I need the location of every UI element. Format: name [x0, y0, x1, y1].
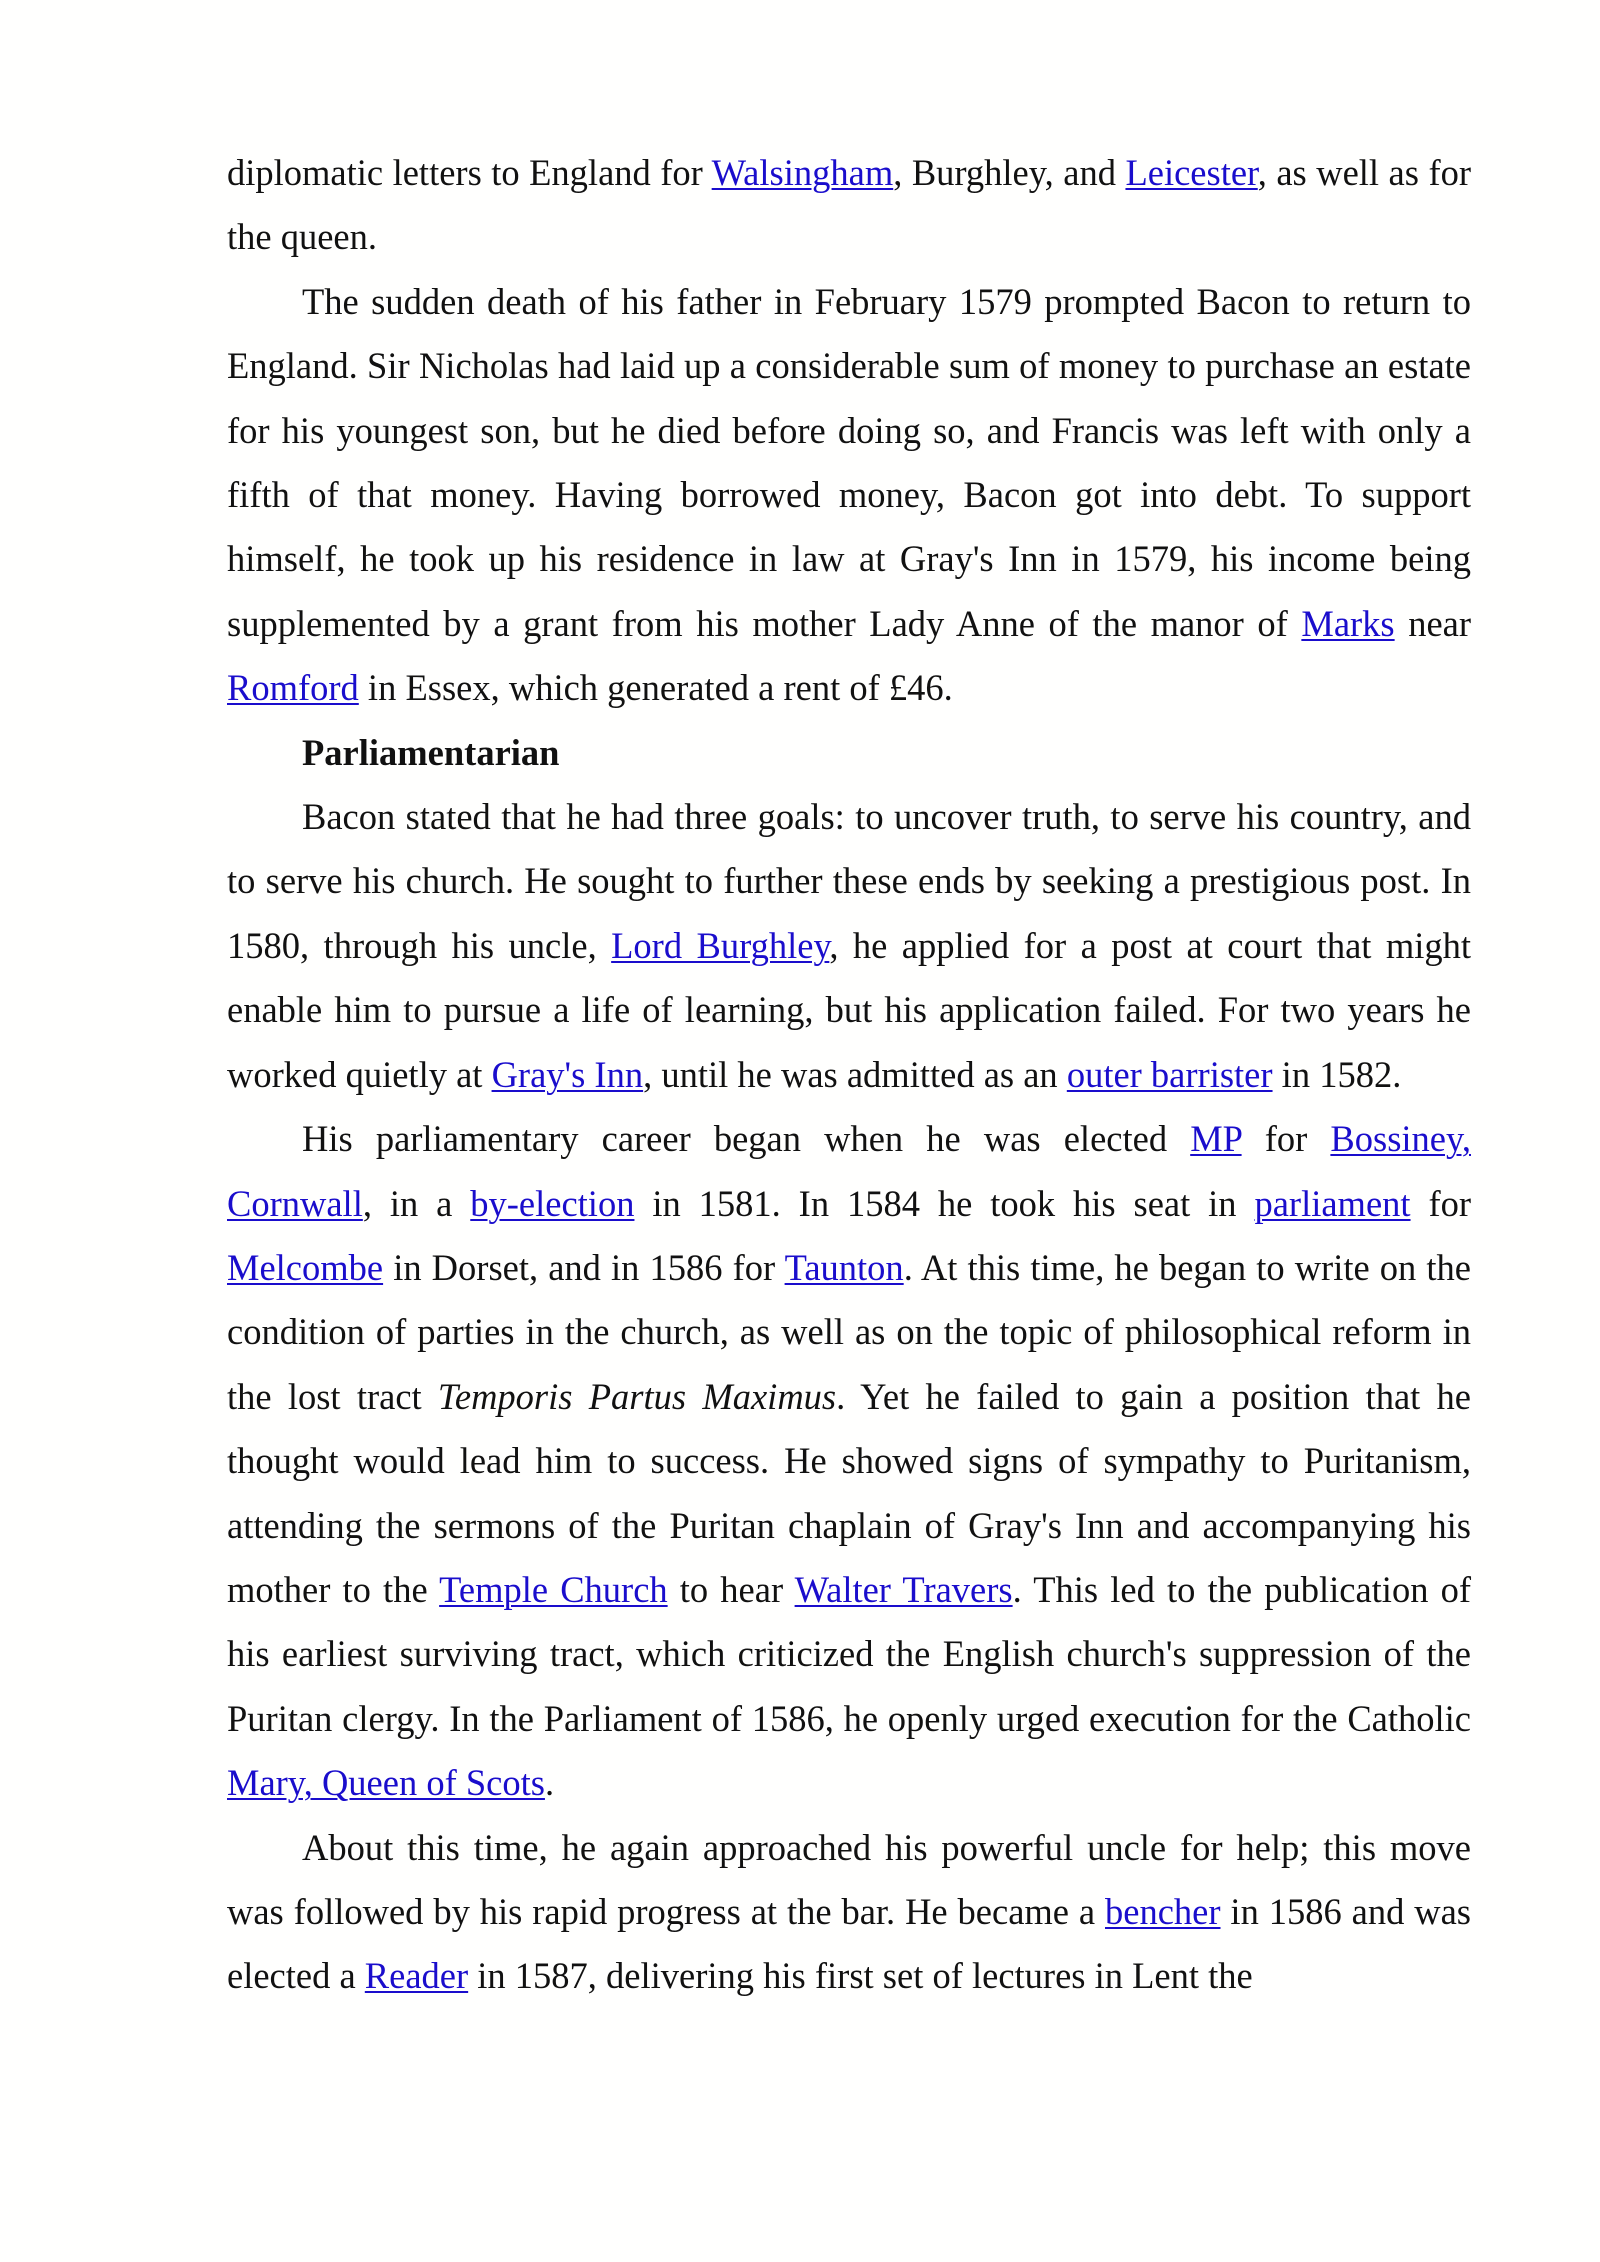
link-bossiney-cornwall[interactable]: Bossiney, Cornwall — [227, 1118, 1471, 1224]
document-body — [227, 141, 1471, 2009]
link-taunton[interactable]: Taunton — [784, 1246, 904, 1288]
link-walter-travers[interactable]: Walter Travers — [794, 1568, 1013, 1610]
link-bencher[interactable]: bencher — [1105, 1890, 1221, 1932]
paragraph-rapid-progress: About this time, he again approached his powerful uncle for help; this move was followed by his rapid progress at the bar. He became a bencher in 1586 and was elected a Reader in 1587, delivering his first set of lectures in Lent the — [227, 1826, 1471, 1997]
section-heading: Parliamentarian — [302, 731, 560, 773]
paragraph-fathers-death: The sudden death of his father in February 1579 prompted Bacon to return to England. Sir Nicholas had laid up a considerable sum of money to purchase an estate for his youngest son, but he died before doing so, and Francis was left with only a fifth of that money. Having borrowed money, Bacon got into debt. To support himself, he took up his residence in law at Gray's Inn in 1579, his income being supplemented by a grant from his mother Lady Anne of the manor of Marks near Romford in Essex, which generated a rent of £46. — [227, 280, 1471, 709]
link-romford[interactable]: Romford — [227, 667, 359, 709]
paragraph-parliamentary-career: His parliamentary career began when he was elected MP for Bossiney, Cornwall, in a by-election in 1581. In 1584 he took his seat in parliament for Melcombe in Dorset, and in 1586 for Taunton. At this time, he began to write on the condition of parties in the church, as well as on the topic of philosophical reform in the lost tract Temporis Partus Maximus. Yet he failed to gain a position that he thought would lead him to success. He showed signs of sympathy to Puritanism, attending the sermons of the Puritan chaplain of Gray's Inn and accompanying his mother to the Temple Church to hear Walter Travers. This led to the publication of his earliest surviving tract, which criticized the English church's suppression of the Puritan clergy. In the Parliament of 1586, he openly urged execution for the Catholic Mary, Queen of Scots. — [227, 1118, 1472, 1804]
link-marks[interactable]: Marks — [1301, 602, 1395, 644]
link-outer-barrister[interactable]: outer barrister — [1066, 1053, 1273, 1095]
paragraph-diplomatic-letters: diplomatic letters to England for Walsingham, Burghley, and Leicester, as well as for the queen. — [227, 152, 1472, 258]
paragraph-three-goals: Bacon stated that he had three goals: to uncover truth, to serve his country, and to serve his church. He sought to further these ends by seeking a prestigious post. In 1580, through his uncle, Lord Burghley, he applied for a post at court that might enable him to pursue a life of learning, but his application failed. For two years he worked quietly at Gray's Inn, until he was admitted as an outer barrister in 1582. — [227, 796, 1472, 1095]
link-grays-inn[interactable]: Gray's Inn — [491, 1053, 644, 1095]
link-leicester[interactable]: Leicester — [1125, 152, 1258, 193]
link-melcombe[interactable]: Melcombe — [227, 1246, 384, 1288]
link-mary-queen-of-scots[interactable]: Mary, Queen of Scots — [227, 1762, 545, 1804]
link-by-election[interactable]: by-election — [470, 1182, 635, 1224]
link-mp[interactable]: MP — [1190, 1118, 1242, 1160]
link-lord-burghley[interactable]: Lord Burghley — [611, 924, 830, 966]
link-reader[interactable]: Reader — [364, 1955, 469, 1997]
link-parliament[interactable]: parliament — [1254, 1182, 1411, 1224]
tract-title: Temporis Partus Maximus — [437, 1375, 837, 1417]
link-temple-church[interactable]: Temple Church — [439, 1568, 668, 1610]
link-walsingham[interactable]: Walsingham — [711, 152, 894, 193]
